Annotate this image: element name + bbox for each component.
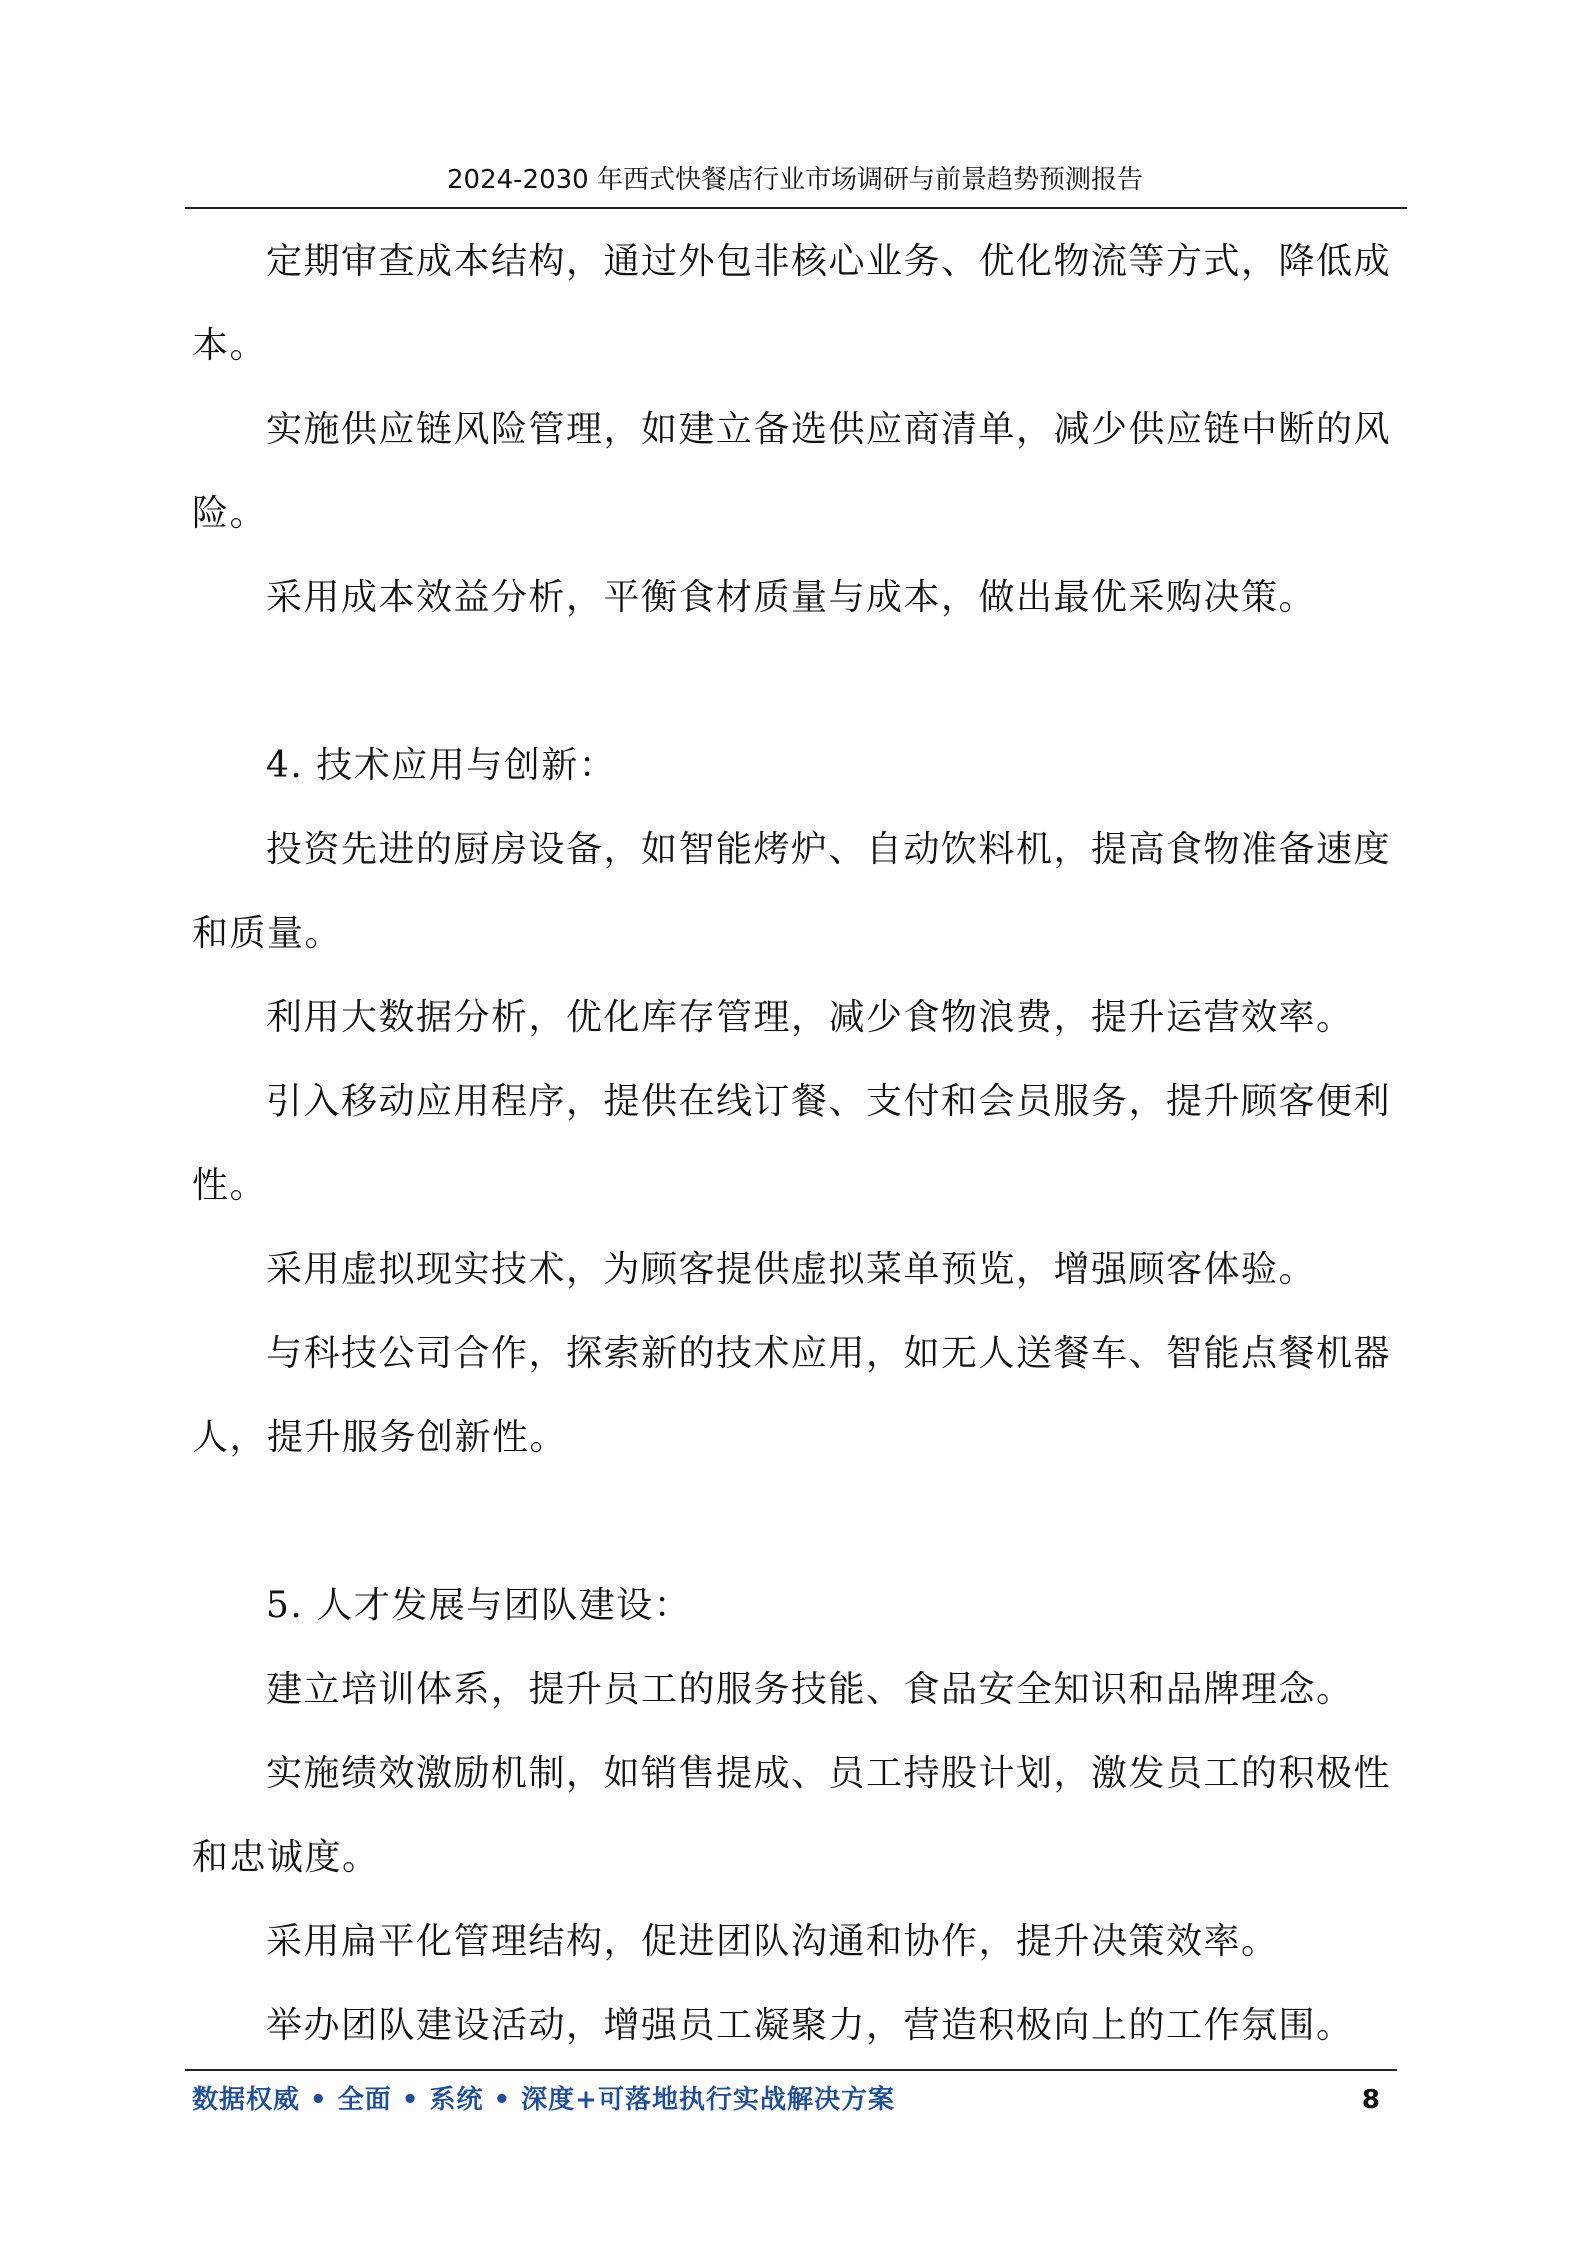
paragraph: 与科技公司合作，探索新的技术应用，如无人送餐车、智能点餐机器人，提升服务创新性。	[192, 1333, 1392, 1458]
paragraph: 引入移动应用程序，提供在线订餐、支付和会员服务，提升顾客便利性。	[192, 1081, 1392, 1206]
paragraph: 实施绩效激励机制，如销售提成、员工持股计划，激发员工的积极性和忠诚度。	[192, 1753, 1392, 1878]
paragraph: 定期审查成本结构，通过外包非核心业务、优化物流等方式，降低成本。	[192, 241, 1392, 366]
paragraph: 建立培训体系，提升员工的服务技能、食品安全知识和品牌理念。	[266, 1669, 1354, 1710]
page-number: 8	[1361, 2085, 1380, 2115]
paragraph: 投资先进的厨房设备，如智能烤炉、自动饮料机，提高食物准备速度和质量。	[192, 829, 1392, 954]
paragraph: 采用成本效益分析，平衡食材质量与成本，做出最优采购决策。	[266, 577, 1317, 618]
paragraph: 采用虚拟现实技术，为顾客提供虚拟菜单预览，增强顾客体验。	[266, 1249, 1317, 1290]
section-spacer	[192, 1480, 1402, 1564]
paragraph: 举办团队建设活动，增强员工凝聚力，营造积极向上的工作氛围。	[266, 2005, 1354, 2046]
paragraph: 利用大数据分析，优化库存管理，减少食物浪费，提升运营效率。	[266, 997, 1354, 1038]
body-content	[192, 220, 1402, 2068]
footer-divider	[185, 2069, 1397, 2071]
section-spacer	[192, 640, 1402, 724]
footer-slogan: 数据权威 • 全面 • 系统 • 深度+可落地执行实战解决方案	[192, 2085, 895, 2115]
section-heading: 5. 人才发展与团队建设：	[266, 1585, 692, 1626]
header-divider	[185, 207, 1407, 209]
paragraph: 实施供应链风险管理，如建立备选供应商清单，减少供应链中断的风险。	[192, 409, 1392, 534]
section-heading: 4. 技术应用与创新：	[266, 745, 617, 786]
report-title: 2024-2030 年西式快餐店行业市场调研与前景趋势预测报告	[447, 165, 1143, 195]
paragraph: 采用扁平化管理结构，促进团队沟通和协作，提升决策效率。	[266, 1921, 1279, 1962]
